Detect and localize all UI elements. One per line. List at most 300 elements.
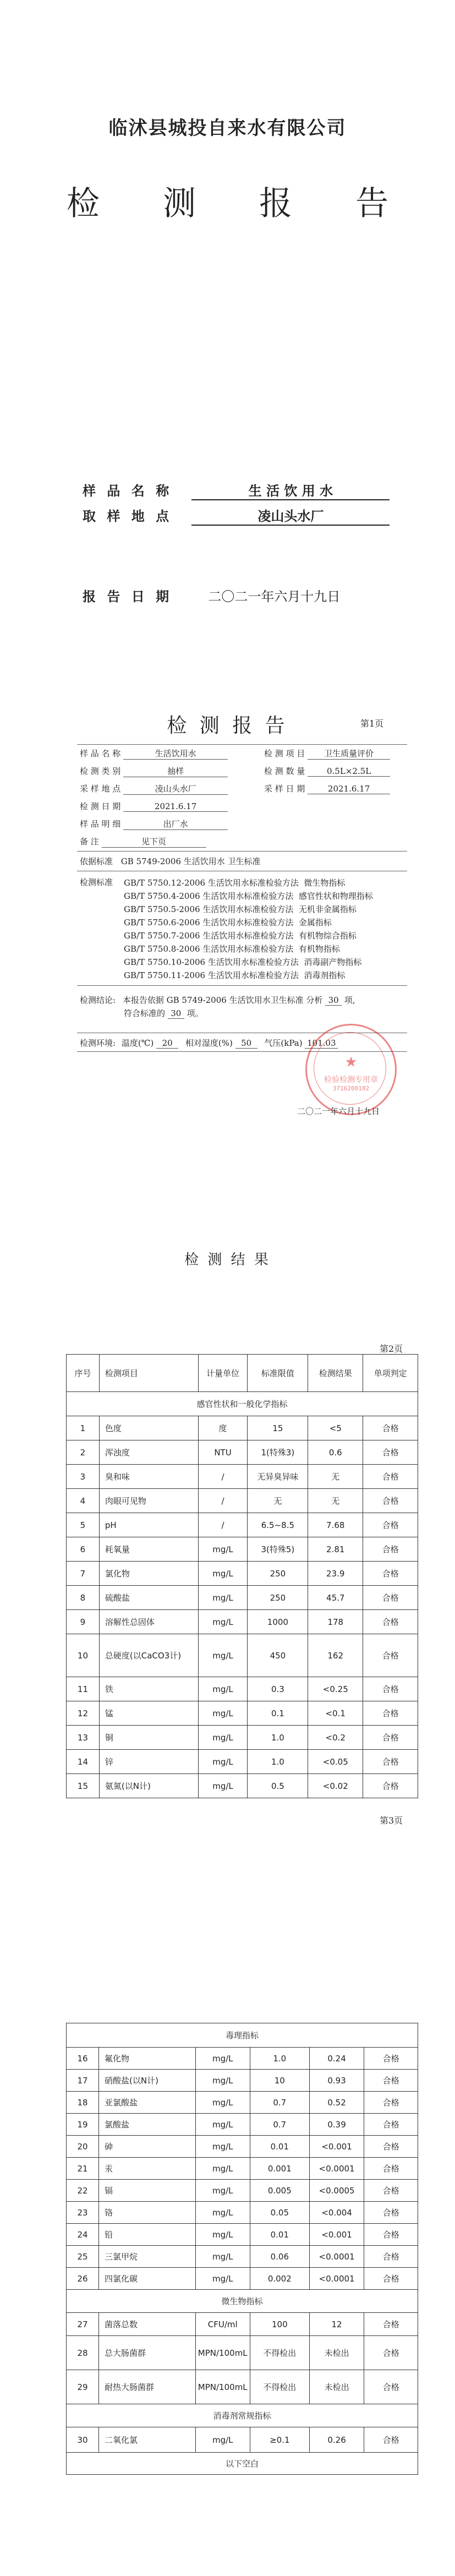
table-row (67, 2427, 418, 2453)
table-cell: 合格 (363, 1465, 418, 1489)
method-item: GB/T 5750.8-2006 生活饮用水标准检验方法 有机物指标 (124, 944, 340, 954)
conclusion-row (80, 994, 355, 1006)
table-cell: 合格 (364, 2070, 418, 2092)
table-cell: 无 (308, 1489, 363, 1513)
table-cell: <0.05 (308, 1750, 363, 1774)
table-cell: mg/L (195, 2268, 250, 2290)
company-name: 临沭县城投自来水有限公司 (108, 117, 347, 139)
table-cell: 0.01 (250, 2224, 309, 2246)
table-cell: mg/L (195, 2136, 250, 2158)
temp-label: 温度(℃) (121, 1038, 154, 1048)
table-cell: 合格 (363, 1610, 418, 1634)
table-cell: 合格 (363, 1513, 418, 1537)
field-desc (80, 818, 228, 830)
table-cell: 25 (67, 2246, 99, 2268)
table-cell: 度 (198, 1416, 248, 1440)
field-value: 2021.6.17 (123, 801, 228, 812)
table-cell: 23 (67, 2202, 99, 2224)
env-label: 检测环境: (80, 1038, 116, 1048)
table-cell: mg/L (195, 2070, 250, 2092)
table-row (67, 2114, 418, 2136)
table-row (67, 1465, 418, 1489)
table-cell: 15 (248, 1416, 308, 1440)
table-cell: 45.7 (308, 1586, 363, 1610)
table-row (67, 1562, 418, 1586)
table-cell: 总大肠菌群 (99, 2336, 196, 2370)
field-value: 生活饮用水 (123, 747, 228, 760)
table-cell: <0.0005 (309, 2180, 364, 2202)
method-item: GB/T 5750.6-2006 生活饮用水标准检验方法 金属指标 (124, 918, 332, 927)
table-cell: 砷 (99, 2136, 196, 2158)
table-cell: 亚氯酸盐 (99, 2092, 196, 2114)
table-row (67, 1489, 418, 1513)
page-number-1: 第1页 (360, 718, 384, 729)
table-cell: 17 (67, 2070, 99, 2092)
table-cell: 0.6 (308, 1440, 363, 1465)
table-cell: 合格 (364, 2313, 418, 2336)
table-cell: 未检出 (309, 2336, 364, 2370)
humidity-value: 50 (235, 1038, 257, 1049)
table-cell: 硝酸盐(以N计) (99, 2070, 196, 2092)
table-cell: 合格 (363, 1586, 418, 1610)
table-cell: <0.02 (308, 1774, 363, 1798)
table-cell: 无 (248, 1489, 308, 1513)
table-cell: 23.9 (308, 1562, 363, 1586)
field-label: 采 样 日 期 (264, 784, 305, 794)
table-cell: 0.05 (250, 2202, 309, 2224)
table-cell: 未检出 (309, 2370, 364, 2404)
method-item: GB/T 5750.5-2006 生活饮用水标准检验方法 无机非金属指标 (124, 904, 357, 914)
table-cell: 合格 (364, 2158, 418, 2180)
section-row (67, 2453, 418, 2475)
table-cell: mg/L (195, 2202, 250, 2224)
table-cell: 20 (67, 2136, 99, 2158)
table-cell: 19 (67, 2114, 99, 2136)
report-title: 检 测 报 告 (66, 184, 415, 223)
conclusion-count-total: 30 (325, 995, 342, 1006)
method-item: GB/T 5750.12-2006 生活饮用水标准检验方法 微生物指标 (124, 878, 346, 888)
field-label: 备 注 (80, 837, 99, 847)
pressure-value: 101.03 (305, 1038, 338, 1049)
table-cell: 标准限值 (248, 1355, 308, 1392)
results-table-2 (66, 2023, 418, 2475)
table-row (67, 1634, 418, 1677)
temp-value: 20 (156, 1038, 178, 1049)
method-item: GB/T 5750.11-2006 生活饮用水标准检验方法 消毒剂指标 (124, 970, 346, 980)
table-cell: 计量单位 (198, 1355, 248, 1392)
table-cell: 合格 (364, 2427, 418, 2453)
table-cell: 450 (248, 1634, 308, 1677)
table-cell: <0.004 (309, 2202, 364, 2224)
section-title: 感官性状和一般化学指标 (67, 1392, 418, 1416)
table-row (67, 2158, 418, 2180)
field-label: 采 样 地 点 (80, 784, 121, 794)
star-icon: ★ (344, 1054, 358, 1071)
table-cell: 0.1 (248, 1701, 308, 1726)
table-row (67, 1586, 418, 1610)
table-cell: 3 (67, 1465, 100, 1489)
table-cell: 合格 (363, 1634, 418, 1677)
field-label: 检 测 数 量 (264, 766, 305, 776)
table-cell: 12 (309, 2313, 364, 2336)
table-cell: 三氯甲烷 (99, 2246, 196, 2268)
basis-label: 依据标准 (80, 856, 113, 866)
humidity-label: 相对湿度(%) (185, 1038, 233, 1048)
official-seal (305, 1024, 397, 1115)
field-label: 样 品 明 细 (80, 819, 121, 829)
field-remark (80, 836, 206, 848)
table-row (67, 2268, 418, 2290)
conclusion-count-pass: 30 (168, 1008, 184, 1019)
table-cell: mg/L (198, 1537, 248, 1562)
table-row (67, 1774, 418, 1798)
table-cell: 镉 (99, 2180, 196, 2202)
results-table-1 (66, 1354, 418, 1798)
table-row (67, 1416, 418, 1440)
table-cell: 检测结果 (308, 1355, 363, 1392)
table-row (67, 2180, 418, 2202)
table-cell: mg/L (195, 2246, 250, 2268)
table-cell: 合格 (364, 2114, 418, 2136)
basis-value: GB 5749-2006 生活饮用水 卫生标准 (120, 856, 261, 866)
conclusion-text: 项, (344, 995, 355, 1005)
table-cell: 26 (67, 2268, 99, 2290)
field-sample-name (80, 747, 228, 760)
table-cell: 0.3 (248, 1677, 308, 1701)
table-cell: mg/L (198, 1750, 248, 1774)
table-cell: 合格 (363, 1677, 418, 1701)
basis-row (80, 855, 261, 867)
table-cell: 0.001 (250, 2158, 309, 2180)
table-cell: 无异臭异味 (248, 1465, 308, 1489)
table-cell: 二氧化氯 (99, 2427, 196, 2453)
table-cell: 24 (67, 2224, 99, 2246)
table-cell: mg/L (198, 1610, 248, 1634)
table-cell: mg/L (195, 2180, 250, 2202)
field-value: 2021.6.17 (308, 784, 390, 794)
table-row (67, 2092, 418, 2114)
cover-sample-name: 生 活 饮 用 水 (191, 480, 390, 500)
table-cell: 四氯化碳 (99, 2268, 196, 2290)
results-title: 检 测 结 果 (184, 1252, 271, 1268)
table-cell: 10 (67, 1634, 100, 1677)
conclusion-label: 检测结论: (80, 995, 116, 1005)
table-cell: NTU (198, 1440, 248, 1465)
field-value: 见下页 (102, 836, 206, 848)
table-cell: 162 (308, 1634, 363, 1677)
method-item: GB/T 5750.4-2006 生活饮用水标准检验方法 感官性状和物理指标 (124, 891, 373, 901)
table-cell: 1 (67, 1416, 100, 1440)
env-row (80, 1037, 338, 1049)
section-title: 以下空白 (67, 2453, 418, 2475)
method-item: GB/T 5750.7-2006 生活饮用水标准检验方法 有机物综合指标 (124, 931, 357, 941)
table-cell: 0.26 (309, 2427, 364, 2453)
section-row (67, 2290, 418, 2313)
cover-sample-place-row (83, 505, 390, 526)
table-row (67, 2202, 418, 2224)
table-cell: 合格 (363, 1416, 418, 1440)
table-cell: 合格 (364, 2268, 418, 2290)
cover-report-date: 二〇二一年六月十九日 (208, 589, 341, 604)
table-cell: 合格 (364, 2136, 418, 2158)
section-title: 消毒剂常规指标 (67, 2404, 418, 2427)
table-cell: ≥0.1 (250, 2427, 309, 2453)
table-cell: 21 (67, 2158, 99, 2180)
table-cell: 16 (67, 2048, 99, 2070)
field-label: 检 测 日 期 (80, 801, 121, 811)
table-cell: 0.24 (309, 2048, 364, 2070)
page-number-2: 第2页 (380, 1344, 403, 1354)
table-row (67, 2048, 418, 2070)
table-cell: pH (99, 1513, 198, 1537)
field-label: 样 品 名 称 (80, 749, 121, 758)
table-cell: 1.0 (248, 1750, 308, 1774)
table-cell: 氟化物 (99, 2048, 196, 2070)
table-cell: <5 (308, 1416, 363, 1440)
seal-number: 3716200102 (332, 1085, 370, 1092)
table-cell: 18 (67, 2092, 99, 2114)
table-cell: 1(特殊3) (248, 1440, 308, 1465)
table-cell: 250 (248, 1562, 308, 1586)
table-row (67, 2224, 418, 2246)
conclusion-text: 符合标准的 (124, 1008, 166, 1018)
table-cell: 色度 (99, 1416, 198, 1440)
field-qty (264, 765, 390, 777)
table-cell: mg/L (198, 1586, 248, 1610)
table-cell: 铬 (99, 2202, 196, 2224)
table-cell: 0.39 (309, 2114, 364, 2136)
table-cell: 合格 (364, 2370, 418, 2404)
table-cell: mg/L (195, 2048, 250, 2070)
table-cell: 合格 (364, 2202, 418, 2224)
table-cell: 合格 (363, 1489, 418, 1513)
table-cell: mg/L (195, 2092, 250, 2114)
table-cell: 氯化物 (99, 1562, 198, 1586)
table-cell: 锌 (99, 1750, 198, 1774)
table-cell: 30 (67, 2427, 99, 2453)
field-value: 抽样 (123, 765, 228, 777)
table-cell: 2 (67, 1440, 100, 1465)
conclusion-text: 本报告依据 GB 5749-2006 生活饮用水卫生标准 分析 (122, 995, 323, 1005)
table-cell: 合格 (364, 2336, 418, 2370)
method-item: GB/T 5750.10-2006 生活饮用水标准检验方法 消毒副产物指标 (124, 957, 362, 967)
table-cell: 单项判定 (363, 1355, 418, 1392)
table-cell: 序号 (67, 1355, 100, 1392)
table-cell: / (198, 1489, 248, 1513)
table-cell: 0.06 (250, 2246, 309, 2268)
table-cell: <0.001 (309, 2136, 364, 2158)
table-cell: <0.2 (308, 1726, 363, 1750)
table-cell: mg/L (195, 2427, 250, 2453)
table-row (67, 1513, 418, 1537)
table-cell: 13 (67, 1726, 100, 1750)
table-row (67, 1440, 418, 1465)
table-cell: / (198, 1465, 248, 1489)
table-row (67, 2370, 418, 2404)
table-cell: 10 (250, 2070, 309, 2092)
section-row (67, 1392, 418, 1416)
table-cell: 22 (67, 2180, 99, 2202)
field-project (264, 747, 390, 760)
cover-report-date-label: 报 告 日 期 (83, 588, 173, 604)
cover-sample-name-row (83, 480, 390, 500)
table-cell: mg/L (198, 1562, 248, 1586)
table-cell: 合格 (363, 1750, 418, 1774)
field-value: 出厂水 (123, 818, 228, 830)
table-cell: / (198, 1513, 248, 1537)
table-cell: 0.002 (250, 2268, 309, 2290)
seal-text: 检验检测专用章 (324, 1076, 378, 1084)
table-cell: mg/L (198, 1774, 248, 1798)
field-type (80, 765, 228, 777)
table-row (67, 1610, 418, 1634)
table-cell: mg/L (195, 2158, 250, 2180)
table-cell: 合格 (364, 2092, 418, 2114)
cover-report-date-row (83, 586, 340, 605)
table-cell: MPN/100mL (195, 2370, 250, 2404)
methods-list (124, 876, 373, 982)
table-cell: 15 (67, 1774, 100, 1798)
table-cell: 11 (67, 1677, 100, 1701)
table-cell: 7.68 (308, 1513, 363, 1537)
cover-sample-place: 凌山头水厂 (191, 505, 390, 526)
page-number-3: 第3页 (380, 1815, 403, 1826)
table-row (67, 1701, 418, 1726)
table-row (67, 1355, 418, 1392)
table-cell: MPN/100mL (195, 2336, 250, 2370)
table-cell: 12 (67, 1701, 100, 1726)
table-cell: 检测项目 (99, 1355, 198, 1392)
table-cell: 1.0 (250, 2048, 309, 2070)
table-cell: 臭和味 (99, 1465, 198, 1489)
table-cell: 0.52 (309, 2092, 364, 2114)
table-cell: 不得检出 (250, 2336, 309, 2370)
section-title: 微生物指标 (67, 2290, 418, 2313)
table-cell: 0.7 (250, 2092, 309, 2114)
table-row (67, 2336, 418, 2370)
table-cell: 溶解性总固体 (99, 1610, 198, 1634)
table-cell: 6.5~8.5 (248, 1513, 308, 1537)
table-cell: 100 (250, 2313, 309, 2336)
table-cell: 铜 (99, 1726, 198, 1750)
field-value: 卫生质量评价 (308, 747, 390, 760)
table-cell: <0.1 (308, 1701, 363, 1726)
table-cell: 0.01 (250, 2136, 309, 2158)
table-cell: 合格 (364, 2048, 418, 2070)
table-cell: <0.0001 (309, 2158, 364, 2180)
table-row (67, 1726, 418, 1750)
table-cell: 总硬度(以CaCO3计) (99, 1634, 198, 1677)
table-cell: <0.0001 (309, 2246, 364, 2268)
table-cell: 肉眼可见物 (99, 1489, 198, 1513)
section-row (67, 2023, 418, 2048)
table-cell: mg/L (198, 1726, 248, 1750)
cover-sample-name-label: 样 品 名 称 (83, 483, 173, 499)
table-cell: 250 (248, 1586, 308, 1610)
table-cell: 28 (67, 2336, 99, 2370)
table-row (67, 2070, 418, 2092)
table-cell: 29 (67, 2370, 99, 2404)
page1-title: 检 测 报 告 (167, 714, 288, 737)
table-cell: 0.5 (248, 1774, 308, 1798)
table-cell: 0.005 (250, 2180, 309, 2202)
table-cell: mg/L (195, 2114, 250, 2136)
methods-label: 检测标准 (80, 877, 113, 887)
table-cell: 硫酸盐 (99, 1586, 198, 1610)
table-cell: 合格 (363, 1774, 418, 1798)
table-row (67, 2313, 418, 2336)
table-row (67, 1677, 418, 1701)
table-cell: 4 (67, 1489, 100, 1513)
table-row (67, 1750, 418, 1774)
table-cell: mg/L (195, 2224, 250, 2246)
table-cell: 1.0 (248, 1726, 308, 1750)
table-cell: 合格 (363, 1440, 418, 1465)
table-cell: 合格 (364, 2224, 418, 2246)
table-cell: 合格 (363, 1562, 418, 1586)
table-cell: 合格 (363, 1537, 418, 1562)
table-cell: 2.81 (308, 1537, 363, 1562)
section-title: 毒理指标 (67, 2023, 418, 2048)
table-cell: 14 (67, 1750, 100, 1774)
pressure-label: 气压(kPa) (264, 1038, 303, 1048)
table-cell: 178 (308, 1610, 363, 1634)
table-cell: <0.001 (309, 2224, 364, 2246)
table-cell: 无 (308, 1465, 363, 1489)
table-cell: CFU/ml (195, 2313, 250, 2336)
table-cell: 不得检出 (250, 2370, 309, 2404)
table-cell: 27 (67, 2313, 99, 2336)
field-value: 0.5L×2.5L (308, 766, 390, 777)
table-cell: 7 (67, 1562, 100, 1586)
table-cell: 浑浊度 (99, 1440, 198, 1465)
sign-date: 二〇二一年六月十九日 (297, 1106, 380, 1116)
table-cell: <0.0001 (309, 2268, 364, 2290)
conclusion-text: 项。 (187, 1008, 204, 1018)
table-row (67, 1537, 418, 1562)
table-cell: 合格 (363, 1701, 418, 1726)
table-cell: 5 (67, 1513, 100, 1537)
table-cell: 9 (67, 1610, 100, 1634)
table-cell: 菌落总数 (99, 2313, 196, 2336)
table-cell: mg/L (198, 1701, 248, 1726)
field-place (80, 783, 228, 795)
table-cell: mg/L (198, 1677, 248, 1701)
table-cell: 1000 (248, 1610, 308, 1634)
table-cell: 氯酸盐 (99, 2114, 196, 2136)
table-cell: 铁 (99, 1677, 198, 1701)
table-row (67, 2136, 418, 2158)
table-cell: 0.7 (250, 2114, 309, 2136)
table-cell: 汞 (99, 2158, 196, 2180)
table-cell: 8 (67, 1586, 100, 1610)
field-value: 凌山头水厂 (123, 783, 228, 795)
table-cell: 合格 (363, 1726, 418, 1750)
table-cell: 铅 (99, 2224, 196, 2246)
table-cell: 耐热大肠菌群 (99, 2370, 196, 2404)
table-cell: 0.93 (309, 2070, 364, 2092)
conclusion-row-2 (124, 1007, 204, 1019)
table-cell: 3(特殊5) (248, 1537, 308, 1562)
table-cell: mg/L (198, 1634, 248, 1677)
table-row (67, 2246, 418, 2268)
field-label: 检 测 类 别 (80, 766, 121, 776)
field-sample-date (264, 783, 390, 794)
table-cell: <0.25 (308, 1677, 363, 1701)
table-cell: 合格 (364, 2180, 418, 2202)
table-cell: 耗氧量 (99, 1537, 198, 1562)
field-test-date (80, 800, 228, 812)
